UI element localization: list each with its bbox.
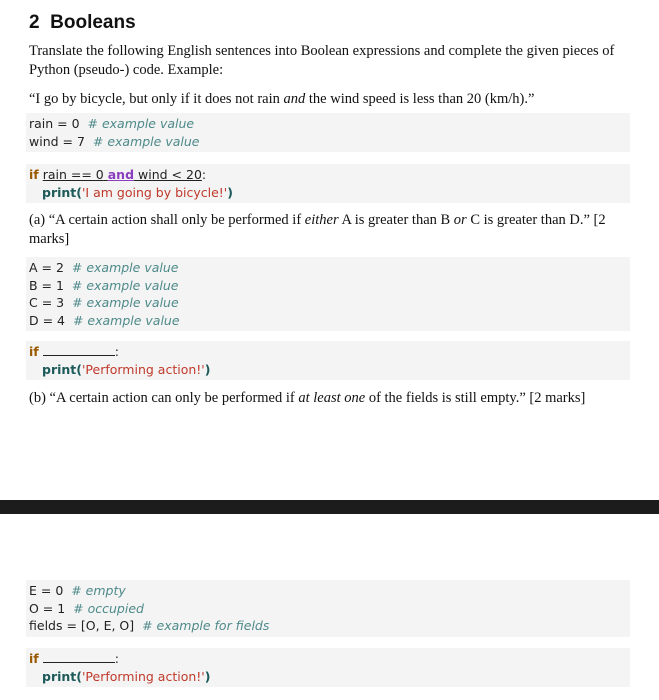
example-code-block-if	[26, 164, 630, 203]
part-a-code-block-if	[26, 341, 630, 380]
code-line-e: E = 0 # empty	[29, 583, 126, 598]
part-b-code-block-vars	[26, 580, 630, 637]
print-string: 'Performing action!'	[81, 668, 205, 684]
code-line-if: if rain == 0 and wind < 20:	[29, 167, 207, 182]
example-sentence: “I go by bicycle, but only if it does not rain and the wind speed is less than 20 (km/h).”	[29, 91, 535, 107]
code-comment: # example value	[92, 133, 200, 149]
code-line-fields: fields = [O, E, O] # example for fields	[29, 618, 270, 633]
print-string: 'Performing action!'	[81, 361, 205, 377]
code-comment: # example value	[87, 116, 195, 131]
if-keyword: if	[29, 344, 39, 359]
section-number: 2	[29, 12, 40, 33]
answer-blank[interactable]	[43, 651, 115, 663]
intro-paragraph: Translate the following English sentences into Boolean expressions and complete the given pieces of Python (pseudo-) code. Example:	[29, 43, 615, 78]
condition-wind: wind < 20	[138, 167, 202, 182]
part-a-question: (a) “A certain action shall only be performed if either A is greater than B or C is greater than D.” [2 marks]	[29, 212, 606, 247]
answer-blank[interactable]	[43, 344, 115, 356]
code-line-d: D = 4 # example value	[29, 312, 180, 328]
if-keyword: if	[29, 651, 39, 666]
print-string: 'I am going by bicycle!'	[81, 184, 228, 200]
code-line-rain: rain = 0 # example value	[29, 116, 195, 131]
code-line-a: A = 2 # example value	[29, 260, 179, 275]
code-line-print: print('Performing action!')	[42, 668, 211, 684]
if-keyword: if	[29, 167, 39, 182]
code-line-print: print('I am going by bicycle!')	[42, 184, 233, 200]
example-code-block-vars	[26, 113, 630, 152]
part-b-code-block-if	[26, 648, 630, 687]
and-keyword: and	[107, 167, 135, 182]
code-line-o: O = 1 # occupied	[29, 600, 144, 616]
section-title: Booleans	[50, 12, 136, 33]
part-a-code-block-vars	[26, 257, 630, 331]
code-line-b: B = 1 # example value	[29, 277, 179, 293]
emphasis-and: and	[283, 91, 306, 107]
code-line-if: if :	[29, 651, 119, 666]
part-b-question: (b) “A certain action can only be performed if at least one of the fields is still empty.” [2 marks]	[29, 390, 586, 406]
section-heading	[29, 12, 136, 34]
code-line-if: if :	[29, 344, 119, 359]
code-line-wind: wind = 7 # example value	[29, 133, 200, 149]
code-line-print: print('Performing action!')	[42, 361, 211, 377]
page-divider-bar	[0, 500, 659, 514]
code-line-c: C = 3 # example value	[29, 295, 179, 310]
condition-rain: rain == 0	[42, 167, 104, 182]
